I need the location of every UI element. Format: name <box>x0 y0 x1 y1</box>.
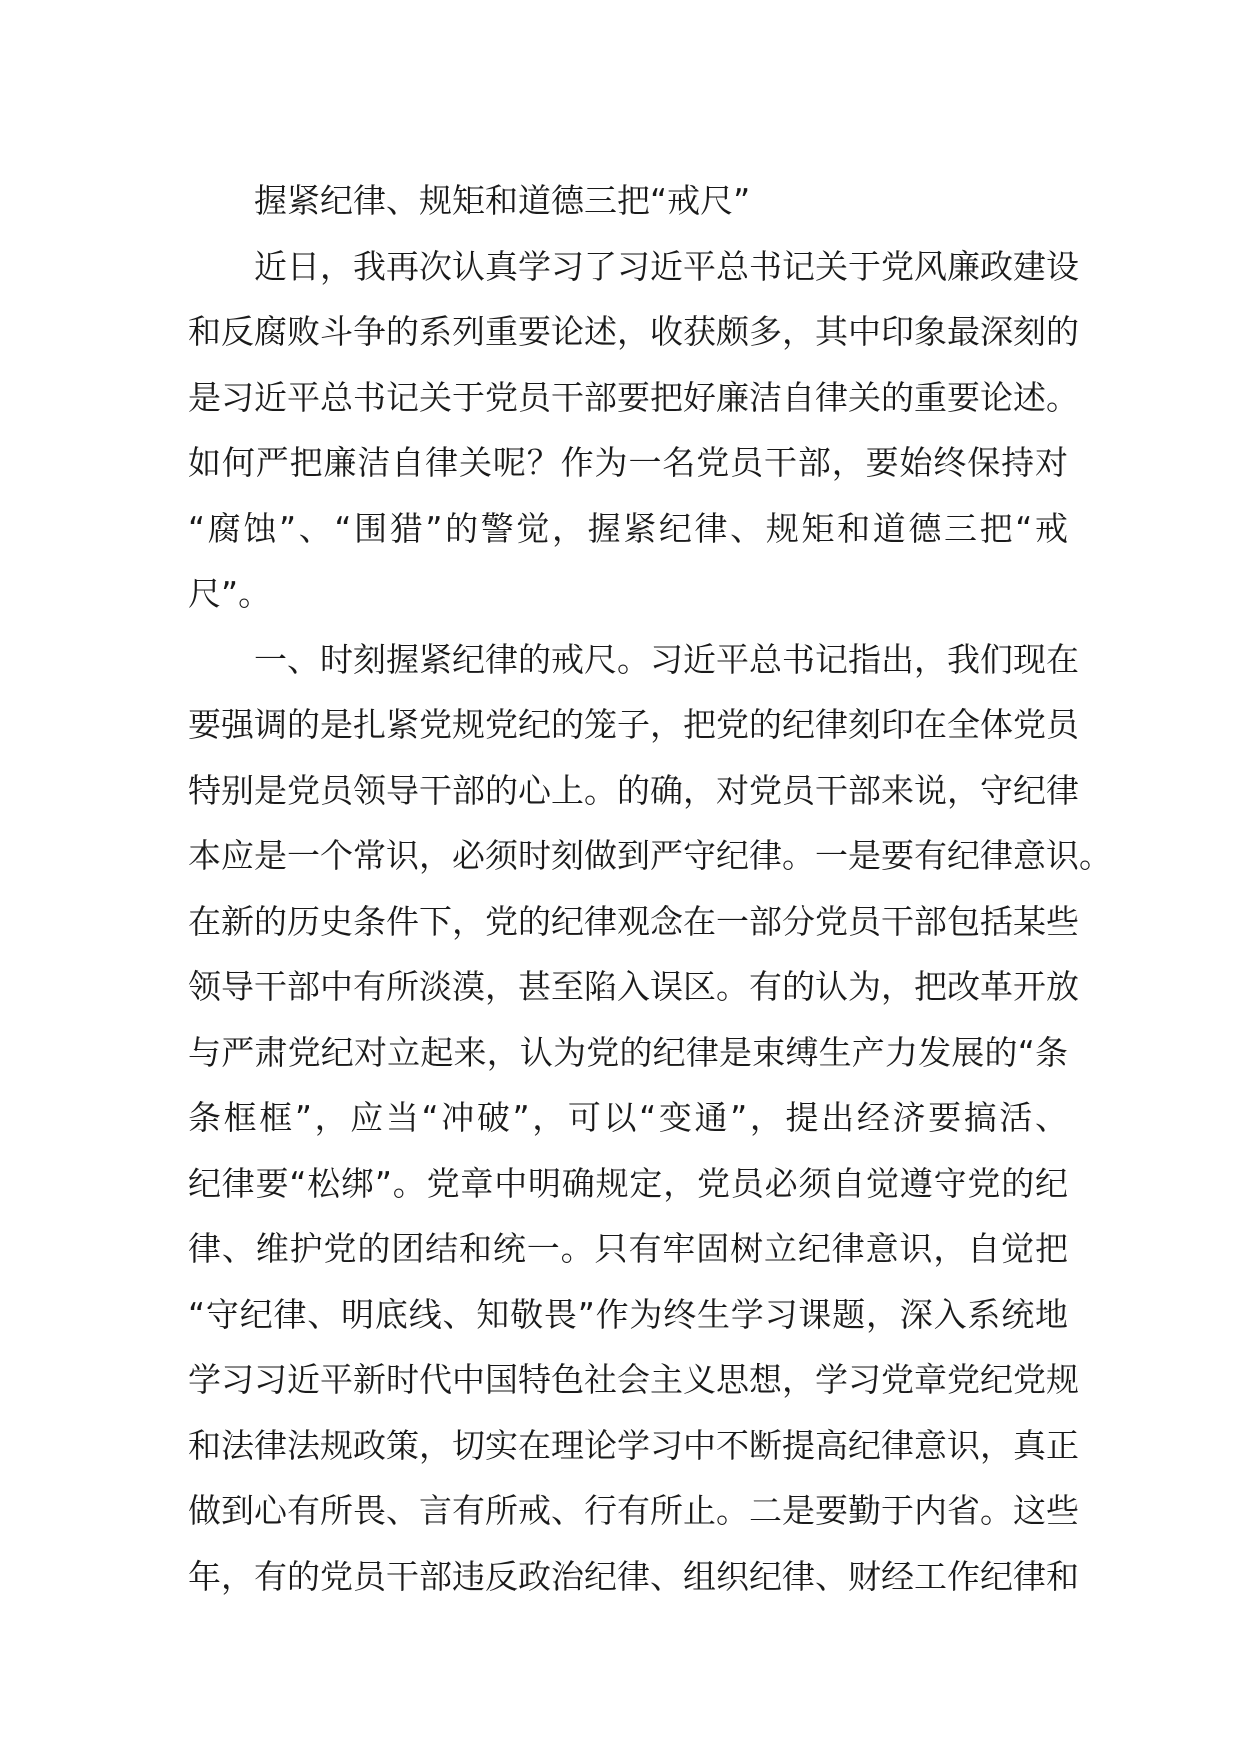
text-line: 律、维护党的团结和统一。只有牢固树立纪律意识，自觉把 <box>188 1229 1068 1268</box>
text-line: 一、时刻握紧纪律的戒尺。习近平总书记指出，我们现在 <box>254 639 1079 679</box>
text-line: 与严肃党纪对立起来，认为党的纪律是束缚生产力发展的“条 <box>188 1032 1068 1072</box>
document-title: 握紧纪律、规矩和道德三把“戒尺” <box>254 181 751 220</box>
text-line: “守纪律、明底线、知敬畏”作为终生学习课题，深入系统地 <box>188 1294 1068 1334</box>
text-line: 如何严把廉洁自律关呢？作为一名党员干部，要始终保持对 <box>188 443 1068 482</box>
text-line: 和反腐败斗争的系列重要论述，收获颇多，其中印象最深刻的 <box>188 312 1079 351</box>
text-line: 尺”。 <box>188 574 272 613</box>
text-line: 要强调的是扎紧党规党纪的笼子，把党的纪律刻印在全体党员 <box>188 705 1079 744</box>
text-line: 是习近平总书记关于党员干部要把好廉洁自律关的重要论述。 <box>188 377 1079 417</box>
text-line: 特别是党员领导干部的心上。的确，对党员干部来说，守纪律 <box>188 770 1079 810</box>
text-line: 领导干部中有所淡漠，甚至陷入误区。有的认为，把改革开放 <box>188 967 1079 1006</box>
text-line: 做到心有所畏、言有所戒、行有所止。二是要勤于内省。这些 <box>188 1491 1079 1530</box>
text-line: “腐蚀”、“围猎”的警觉，握紧纪律、规矩和道德三把“戒 <box>188 508 1068 548</box>
paragraph-2 <box>188 627 1112 1610</box>
text-line: 学习习近平新时代中国特色社会主义思想，学习党章党纪党规 <box>188 1360 1079 1399</box>
text-line: 本应是一个常识，必须时刻做到严守纪律。一是要有纪律意识。 <box>188 836 1112 875</box>
text-line: 和法律法规政策，切实在理论学习中不断提高纪律意识，真正 <box>188 1425 1079 1465</box>
text-line: 年，有的党员干部违反政治纪律、组织纪律、财经工作纪律和 <box>188 1556 1079 1596</box>
text-line: 近日，我再次认真学习了习近平总书记关于党风廉政建设 <box>254 246 1079 286</box>
paragraph-1 <box>188 234 1079 627</box>
text-line: 纪律要“松绑”。党章中明确规定，党员必须自觉遵守党的纪 <box>188 1163 1068 1203</box>
text-line: 条框框”，应当“冲破”，可以“变通”，提出经济要搞活、 <box>188 1098 1068 1137</box>
document-body <box>188 168 1112 1609</box>
text-line: 在新的历史条件下，党的纪律观念在一部分党员干部包括某些 <box>188 901 1079 941</box>
